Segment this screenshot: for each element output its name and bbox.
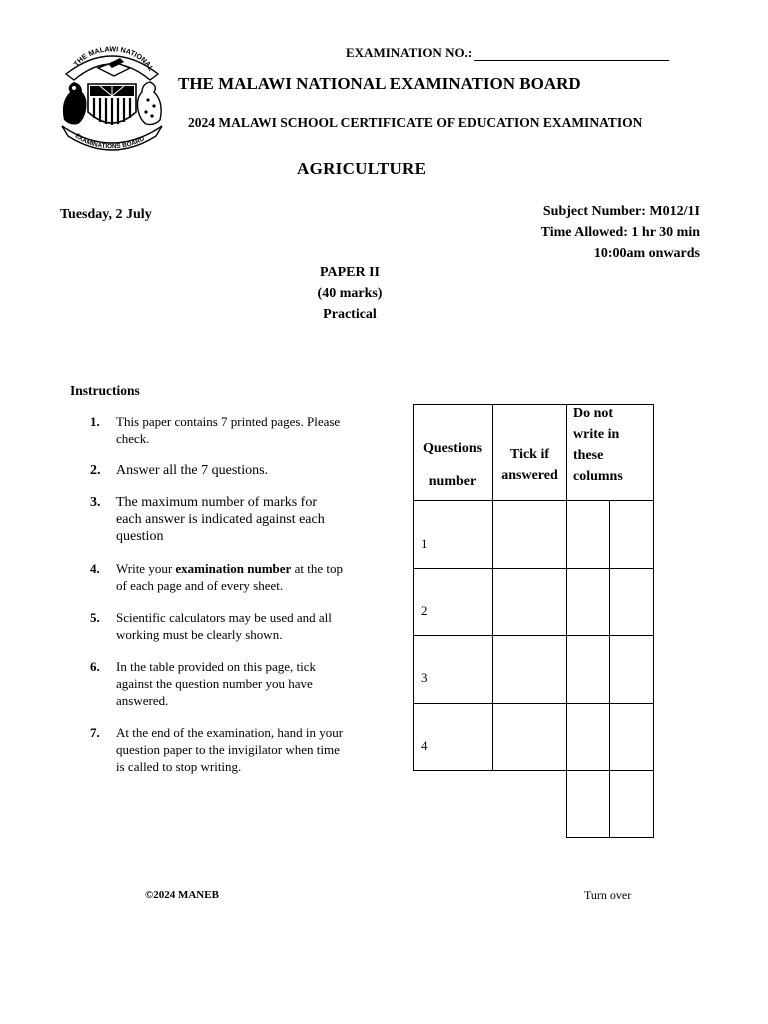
- subject-number: Subject Number: M012/1I: [542, 204, 700, 219]
- paper-name: PAPER II: [319, 265, 381, 280]
- paper-type: Practical: [323, 307, 377, 322]
- instruction-item: 3. The maximum number of marks for each answer is indicated against each question: [90, 495, 325, 544]
- paper-info: [288, 262, 412, 325]
- instruction-item: 5. Scientific calculators may be used and all working must be clearly shown.: [90, 610, 332, 642]
- time-allowed: Time Allowed: 1 hr 30 min: [540, 225, 700, 240]
- question-number-cell: 2: [421, 603, 428, 618]
- table-border: [566, 404, 567, 838]
- header-tick-if-answered: Tick if answered: [501, 447, 558, 483]
- header-questions-number: Questions number: [422, 441, 483, 489]
- tick-cell-question-1[interactable]: [493, 501, 566, 568]
- question-tick-table: [413, 404, 654, 838]
- examination-title: 2024 MALAWI SCHOOL CERTIFICATE OF EDUCATION EXAMINATION: [188, 115, 643, 130]
- subject-title: AGRICULTURE: [297, 159, 427, 178]
- question-number-cell: 4: [421, 738, 428, 753]
- copyright-notice: ©2024 MANEB: [145, 889, 219, 901]
- tick-cell-question-2[interactable]: [493, 569, 566, 635]
- instruction-item: 1. This paper contains 7 printed pages. Please check.: [90, 414, 341, 446]
- tick-cell-question-4[interactable]: [493, 704, 566, 770]
- examination-number-emphasis: examination number: [175, 561, 292, 576]
- question-number-cell: 1: [421, 536, 428, 551]
- exam-date: Tuesday, 2 July: [60, 207, 152, 222]
- board-name: THE MALAWI NATIONAL EXAMINATION BOARD: [178, 74, 581, 93]
- maneb-logo: [52, 42, 172, 152]
- turn-over-note: Turn over: [584, 888, 632, 902]
- instructions-list: [90, 413, 345, 790]
- examination-number-blank[interactable]: [474, 48, 669, 61]
- table-border: [413, 770, 654, 771]
- logo-text-bottom: EXAMINATIONS BOARD: [73, 132, 146, 151]
- examination-number-label: EXAMINATION NO.:: [346, 45, 473, 60]
- tick-cell-question-3[interactable]: [493, 636, 566, 703]
- instruction-item: 7. At the end of the examination, hand in your question paper to the invigilator when time is called to stop writing.: [90, 725, 344, 774]
- logo-text-top: THE MALAWI NATIONAL: [71, 44, 156, 73]
- examination-number-field[interactable]: [346, 45, 669, 61]
- table-border: [653, 404, 654, 838]
- start-time: 10:00am onwards: [593, 246, 700, 261]
- table-border: [566, 837, 654, 838]
- question-number-cell: 3: [421, 670, 428, 685]
- instruction-item: 4. Write your examination number at the top of each page and of every sheet.: [90, 561, 343, 593]
- instruction-item: 2. Answer all the 7 questions.: [90, 463, 269, 478]
- header-do-not-write: Do not write in these columns: [573, 406, 623, 484]
- instruction-item: 6. In the table provided on this page, tick against the question number you have answered.: [90, 659, 317, 708]
- subject-details: [541, 201, 700, 264]
- table-border: [609, 500, 610, 838]
- paper-marks: (40 marks): [317, 286, 383, 301]
- svg-text:EXAMINATIONS BOARD: [74, 132, 147, 150]
- instructions-heading: Instructions: [70, 383, 140, 398]
